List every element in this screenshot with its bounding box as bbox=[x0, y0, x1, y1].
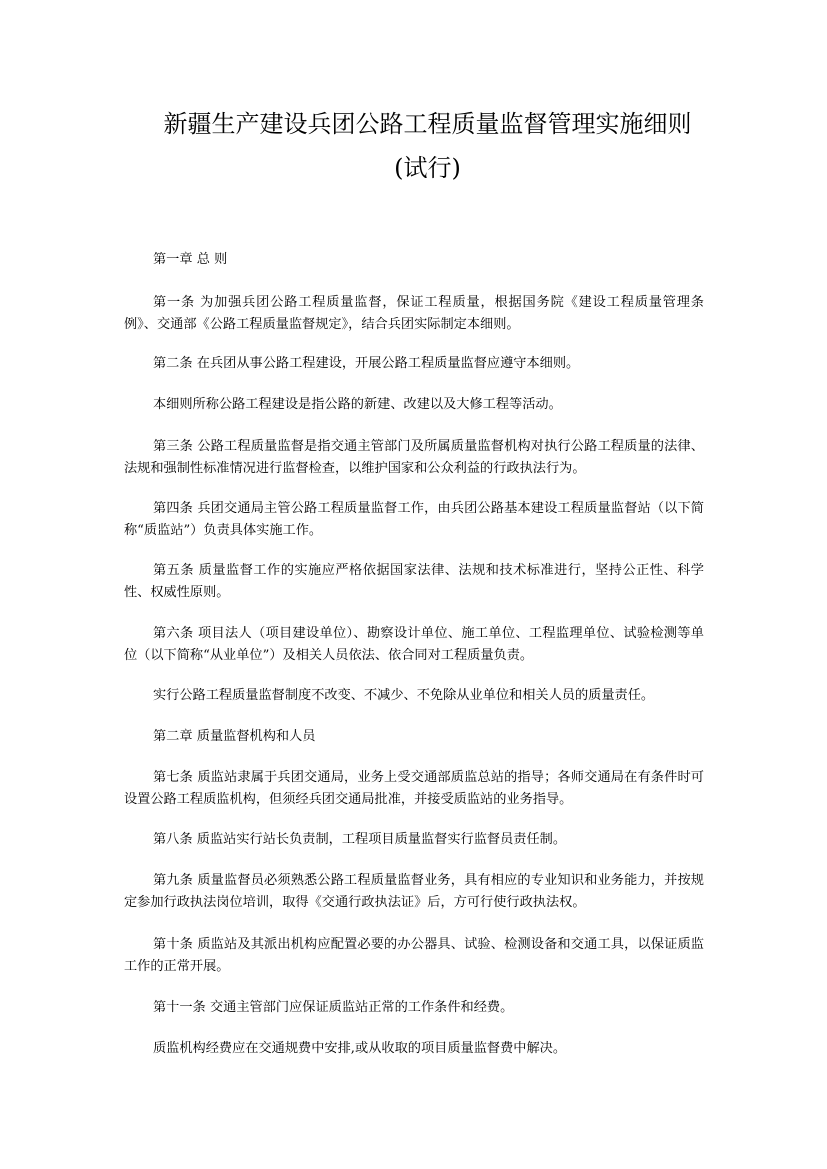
article-paragraph: 第七条 质监站隶属于兵团交通局，业务上受交通部质监总站的指导；各师交通局在有条件时可设置公路工程质监机构，但须经兵团交通局批准，并接受质监站的业务指导。 bbox=[124, 770, 704, 807]
document-subtitle: (试行) bbox=[394, 154, 461, 182]
article-paragraph: 第一条 为加强兵团公路工程质量监督，保证工程质量，根据国务院《建设工程质量管理条例》、交通部《公路工程质量监督规定》，结合兵团实际制定本细则。 bbox=[124, 295, 704, 332]
chapter-heading: 第一章 总 则 bbox=[153, 252, 228, 267]
article-paragraph: 第八条 质监站实行站长负责制，工程项目质量监督实行监督员责任制。 bbox=[153, 832, 567, 847]
document-title: 新疆生产建设兵团公路工程质量监督管理实施细则 bbox=[163, 110, 692, 138]
article-paragraph: 第十一条 交通主管部门应保证质监站正常的工作条件和经费。 bbox=[153, 1000, 514, 1015]
article-paragraph: 第二条 在兵团从事公路工程建设，开展公路工程质量监督应遵守本细则。 bbox=[153, 356, 580, 371]
article-paragraph: 第四条 兵团交通局主管公路工程质量监督工作，由兵团公路基本建设工程质量监督站（以下简称“质监站”）负责具体实施工作。 bbox=[124, 501, 704, 538]
article-paragraph: 第五条 质量监督工作的实施应严格依据国家法律、法规和技术标准进行，坚持公正性、科学性、权威性原则。 bbox=[124, 563, 704, 600]
article-paragraph: 第三条 公路工程质量监督是指交通主管部门及所属质量监督机构对执行公路工程质量的法律、法规和强制性标准情况进行监督检查，以维护国家和公众利益的行政执法行为。 bbox=[124, 439, 704, 476]
body-paragraph: 质监机构经费应在交通规费中安排,或从收取的项目质量监督费中解决。 bbox=[153, 1041, 567, 1056]
article-paragraph: 第十条 质监站及其派出机构应配置必要的办公器具、试验、检测设备和交通工具，以保证质监工作的正常开展。 bbox=[124, 937, 704, 974]
article-paragraph: 第六条 项目法人（项目建设单位）、勘察设计单位、施工单位、工程监理单位、试验检测等单位（以下简称“从业单位”）及相关人员依法、依合同对工程质量负责。 bbox=[124, 626, 704, 663]
article-paragraph: 第九条 质量监督员必须熟悉公路工程质量监督业务，具有相应的专业知识和业务能力，并按规定参加行政执法岗位培训，取得《交通行政执法证》后，方可行使行政执法权。 bbox=[124, 873, 704, 910]
body-paragraph: 实行公路工程质量监督制度不改变、不减少、不免除从业单位和相关人员的质量责任。 bbox=[153, 688, 655, 703]
body-paragraph: 本细则所称公路工程建设是指公路的新建、改建以及大修工程等活动。 bbox=[153, 397, 562, 412]
chapter-heading: 第二章 质量监督机构和人员 bbox=[153, 729, 316, 744]
